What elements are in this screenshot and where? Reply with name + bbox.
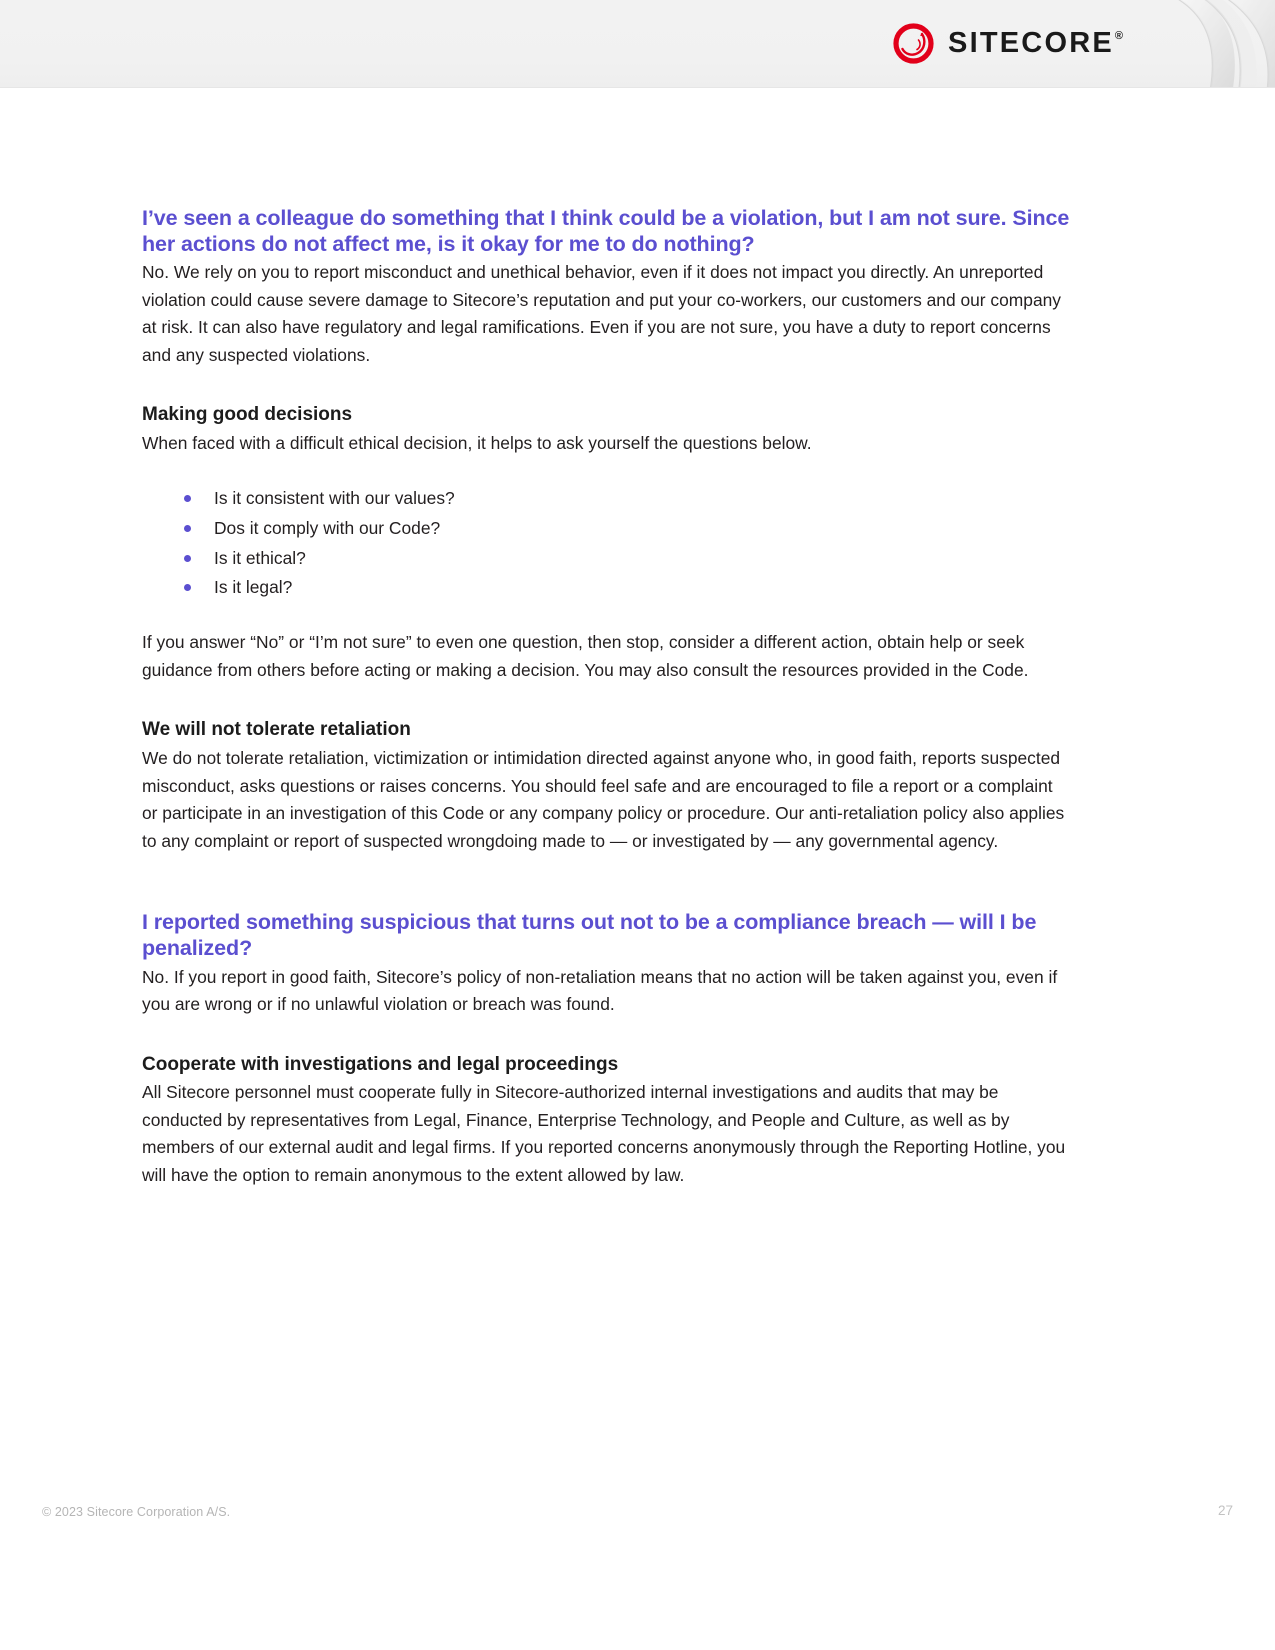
list-item-label: Dos it comply with our Code? (214, 517, 441, 538)
cooperate-heading: Cooperate with investigations and legal proceedings (142, 1053, 619, 1075)
list-item-label: Is it legal? (214, 577, 293, 598)
list-item (178, 484, 1070, 514)
bullet-dot-icon (184, 555, 191, 562)
list-item (178, 514, 1070, 544)
bullet-dot-icon (184, 584, 191, 591)
spacer (142, 1019, 1070, 1053)
question-2-answer: No. If you report in good faith, Sitecore’s policy of non-retaliation means that no action will be taken against you, even if you are wrong or if no unlawful violation or breach was found. (142, 966, 1058, 1014)
list-item (178, 544, 1070, 574)
spacer (142, 603, 1070, 629)
question-1-answer: No. We rely on you to report misconduct and unethical behavior, even if it does not impact you directly. An unreported violation could cause severe damage to Sitecore’s reputation and put your co-workers, our customers and our company at risk. It can also have regulatory and legal ramifications. Even if you are not sure, you have a duty to report concerns and any suspected violations. (142, 262, 1061, 365)
footer-copyright: © 2023 Sitecore Corporation A/S. (42, 1505, 231, 1519)
retaliation-body: We do not tolerate retaliation, victimization or intimidation directed against anyone who, in good faith, reports suspected misconduct, asks questions or raises concerns. You should feel safe and are encouraged to file a report or a complaint or participate in an investigation of this Code or any company policy or procedure. Our anti-retaliation policy also applies to any complaint or report of suspected wrongdoing made to — or investigated by — any governmental agency. (142, 748, 1065, 851)
sitecore-wordmark (948, 29, 1123, 58)
making-good-decisions-heading: Making good decisions (142, 404, 353, 426)
spacer (142, 684, 1070, 718)
spacer (142, 458, 1070, 484)
logo-text: SITECORE (948, 27, 1114, 59)
cooperate-body: All Sitecore personnel must cooperate fully in Sitecore-authorized internal investigations and audits that may be conducted by representatives from Legal, Finance, Enterprise Technology, and People and Culture, as well as by members of our external audit and legal firms. If you reported concerns anonymously through the Reporting Hotline, you will have the option to remain anonymous to the extent allowed by law. (142, 1082, 1066, 1185)
list-item (178, 573, 1070, 603)
bullet-dot-icon (184, 525, 191, 532)
footer-page-number: 27 (1217, 1503, 1233, 1518)
question-1-heading: I’ve seen a colleague do something that I think could be a violation, but I am not sure. Since her actions do not affect me, is it okay for me to do nothing? (142, 206, 1070, 257)
bullet-dot-icon (184, 495, 191, 502)
logo-registered-mark: ® (1114, 30, 1123, 42)
list-item-label: Is it consistent with our values? (214, 487, 455, 508)
spacer (142, 855, 1070, 909)
header-decorative-swoosh (1115, 0, 1275, 88)
sitecore-logo (892, 22, 1123, 65)
retaliation-heading: We will not tolerate retaliation (142, 719, 411, 741)
making-good-decisions-intro: When faced with a difficult ethical decision, it helps to ask yourself the questions below. (142, 433, 812, 454)
list-item-label: Is it ethical? (214, 547, 306, 568)
page-content (142, 205, 1070, 1189)
making-good-decisions-outro: If you answer “No” or “I’m not sure” to even one question, then stop, consider a different action, obtain help or seek guidance from others before acting or making a decision. You may also consult the resources provided in the Code. (142, 632, 1029, 680)
page-header-band (0, 0, 1275, 88)
question-2-heading: I reported something suspicious that turns out not to be a compliance breach — will I be penalized? (142, 910, 1037, 961)
spacer (142, 369, 1070, 403)
sitecore-ring-logo-icon (892, 22, 935, 65)
decision-questions-list (142, 484, 1070, 604)
